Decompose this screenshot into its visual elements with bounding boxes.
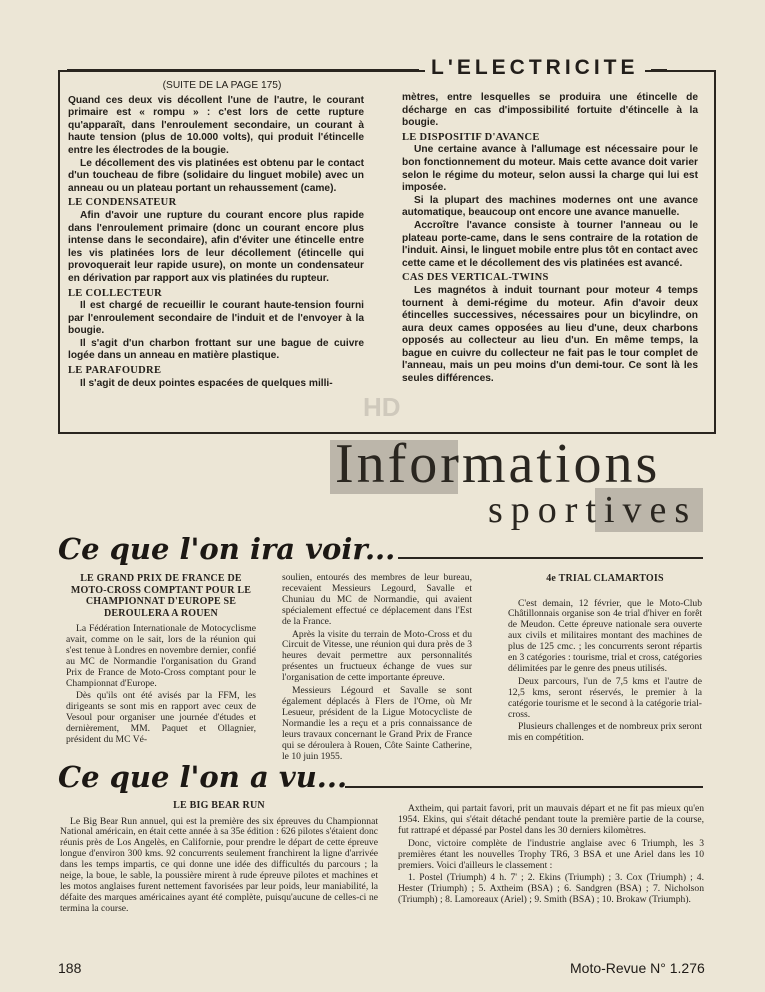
big-bear-p4: 1. Postel (Triumph) 4 h. 7' ; 2. Ekins (Triumph) ; 3. Cox (Triumph) ; 4. Hester (Triumph) ; 5. Axtheim (BSA) ; 6. Sandgren (BSA) ; 7. Nicholson (Triumph) ; 8. Lamoreaux (Ariel) ; 9. Smith (BSA) ; 10. Brokaw (Triumph). [398,872,704,906]
grand-prix-column-2 [282,573,472,764]
collecteur-heading: LE COLLECTEUR [68,287,163,299]
heading-rule-2 [345,786,703,788]
condensateur-heading: LE CONDENSATEUR [68,197,177,209]
trial-title: 4e TRIAL CLAMARTOIS [546,573,664,584]
big-bear-column-1 [60,800,378,917]
grand-prix-p1: La Fédération Internationale de Motocyclisme avait, comme on le sait, lors de la réunion qui s'est tenue à Londres en novembre dernier, confié au MC de Normandie l'organisation du Grand Prix de France de Moto-Cross comptant pour le Championnat d'Europe. [66,623,256,689]
grand-prix-title: LE GRAND PRIX DE FRANCE DE MOTO-CROSS COMPTANT POUR LE CHAMPIONNAT D'EUROPE SE DEROULERA A ROUEN [70,573,252,619]
informations-title: Informations [335,433,661,495]
suite-note: (SUITE DE LA PAGE 175) [162,80,282,91]
condensateur-text: Afin d'avoir une rupture du courant encore plus rapide dans l'enroulement primaire (donc un courant encore plus intense dans le secondaire), afin d'éviter une étincelle entre les vis platinées lors de leur décollement (étincelle qui provoquerait leur rapide usure), on monte un condensateur en dérivation par rapport aux vis platinées du rupteur. [68,209,364,284]
parafoudre-text: Il s'agit de deux pointes espacées de quelques milli- [80,377,333,389]
electricity-column-2 [402,92,698,386]
magazine-issue: Moto-Revue N° 1.276 [570,960,705,976]
elec-intro: Quand ces deux vis décollent l'une de l'autre, le courant primaire est « rompu » : c'est lors de cette rupture qu'apparaît, dans l'enroulement secondaire, un courant à haute tension (plus de 10.000 volts), qui produit l'étincelle entre les électrodes de la bougie. [68,94,364,156]
trial-p2: Deux parcours, l'un de 7,5 kms et l'autre de 12,5 kms, seront réservés, le premier à la catégorie tourisme et le second à la catégorie trial-cross. [508,675,702,720]
collecteur-text: Il est chargé de recueillir le courant haute-tension fourni par l'enroulement secondaire de l'induit et de l'envoyer à la bougie. [68,300,364,337]
big-bear-p3: Donc, victoire complète de l'industrie anglaise avec 6 Triumph, les 3 premières étant les nouvelles Trophy TR6, 3 BSA et une Ariel dans les 10 premiers. Voici d'ailleurs le classement : [398,837,704,871]
big-bear-column-2 [398,804,704,908]
heading-rule-1 [398,557,703,559]
page-number: 188 [58,960,82,976]
twins-heading: CAS DES VERTICAL-TWINS [402,272,549,284]
collecteur-text-2: Il s'agit d'un charbon frottant sur une bague de cuivre logée dans un anneau en matière plastique. [68,337,364,362]
a-vu-heading: Ce que l'on a vu... [58,760,348,794]
watermark: HD [363,392,401,422]
big-bear-title: LE BIG BEAR RUN [173,800,265,811]
grand-prix-column-1 [66,573,256,748]
electricity-column-1 [68,80,364,390]
grand-prix-p4: Après la visite du terrain de Moto-Cross et du Circuit de Vitesse, une réunion qui dura près de 3 heures devait permettre aux personnalités présentes un fructueux échange de vues sur l'organisation de cette importante épreuve. [282,628,472,684]
grand-prix-p2: Dès qu'ils ont été avisés par la FFM, les dirigeants se sont mis en rapport avec ceux de Vesoul pour organiser une journée d'études et dernièrement, MM. Paquet et Ollagnier, président du MC Vé- [66,690,256,746]
col2-intro: mètres, entre lesquelles se produira une étincelle de décharge en cas d'impossibilité fortuite d'étincelle à la bougie. [402,92,698,129]
avance-text-2: Si la plupart des machines modernes ont une avance automatique, beaucoup ont encore une avance manuelle. [402,194,698,219]
trial-column [508,573,702,746]
big-bear-p1: Le Big Bear Run annuel, qui est la première des six épreuves du Championnat National américain, en était cette année à sa 35e édition : 626 pilotes s'étaient donc réunis près de Los Angelès, en Californie, pour prendre le départ de cette épreuve longue d'environ 300 kms. 92 concurrents seulement franchirent la ligne d'arrivée dans les temps impartis, ce qui donne une idée des difficultés du parcours ; la neige, la boue, le sable, la poussière mirent à rude épreuve pilotes et machines et les motos anglaises furent nettement favorisées par leur poids, leur maniabilité, la défaite des marques américaines ayant été complète, puisqu'aucune de celles-ci ne termina la course. [60,815,378,914]
trial-p1: C'est demain, 12 février, que le Moto-Club Châtillonnais organise son 4e trial d'hiver en forêt de Meudon. Cette épreuve nationale sera ouverte aux civils et militaires montant des machines de plus de 125 cmc. ; les concurrents seront répartis en 3 catégories : tourisme, trial et cross, catégories délimitées par le genre des pneus utilisés. [508,597,702,674]
avance-text: Une certaine avance à l'allumage est nécessaire pour le bon fonctionnement du moteur. Mais cette avance doit varier selon le régime du moteur, selon aussi la charge qui lui est imposée. [402,144,698,194]
avance-heading: LE DISPOSITIF D'AVANCE [402,131,540,143]
avance-text-3: Accroître l'avance consiste à tourner l'anneau ou le plateau porte-came, dans le sens contraire de la rotation de l'induit. Ainsi, le linguet mobile entre plus tôt en contact avec cette came et le décollement des vis platinées est avancé. [402,219,698,269]
grand-prix-p3: soulien, entourés des membres de leur bureau, recevaient Messieurs Legourd, Savalle et Chuniau du MC de Normandie, qui avaient spécialement effectué ce déplacement dans l'Est de la France. [282,572,472,627]
trial-p3: Plusieurs challenges et de nombreux prix seront mis en compétition. [508,721,702,744]
sportives-title: sportives [488,489,698,531]
parafoudre-heading: LE PARAFOUDRE [68,365,162,377]
twins-text: Les magnétos à induit tournant pour moteur 4 temps tournent à demi-régime du moteur. Afin d'avoir deux étincelles successives, nécessaires pour un bicylindre, on aura deux cames opposées au lieu d'une, deux charbons opposés au collecteur au lieu d'un. En même temps, la bague en cuivre du collecteur ne fait pas le tour complet de l'anneau, mais un peu moins d'un demi-tour. Ce sont là les seules différences. [402,284,698,385]
ira-voir-heading: Ce que l'on ira voir... [58,532,396,566]
grand-prix-p5: Messieurs Légourd et Savalle se sont également déplacés à Flers de l'Orne, où Mr Lesueur, président de la Ligue Motocycliste de Normandie les a reçu et a pris connaissance de leurs travaux concernant le Grand Prix de France qui se déroulera à Rouen, Côte Sainte Catherine, le 10 juin 1955. [282,685,472,762]
elec-intro-2: Le décollement des vis platinées est obtenu par le contact d'un toucheau de fibre (solidaire du linguet mobile) avec un anneau ou un plateau portant un rehaussement (came). [68,157,364,194]
section-title: L'ELECTRICITE [425,56,645,80]
big-bear-p2: Axtheim, qui partait favori, prit un mauvais départ et ne fit pas mieux qu'en 1954. Ekins, qui s'était détaché pendant toute la première partie de la course, fut rattrapé et dépassé par Postel dans les 30 derniers kilomètres. [398,803,704,836]
